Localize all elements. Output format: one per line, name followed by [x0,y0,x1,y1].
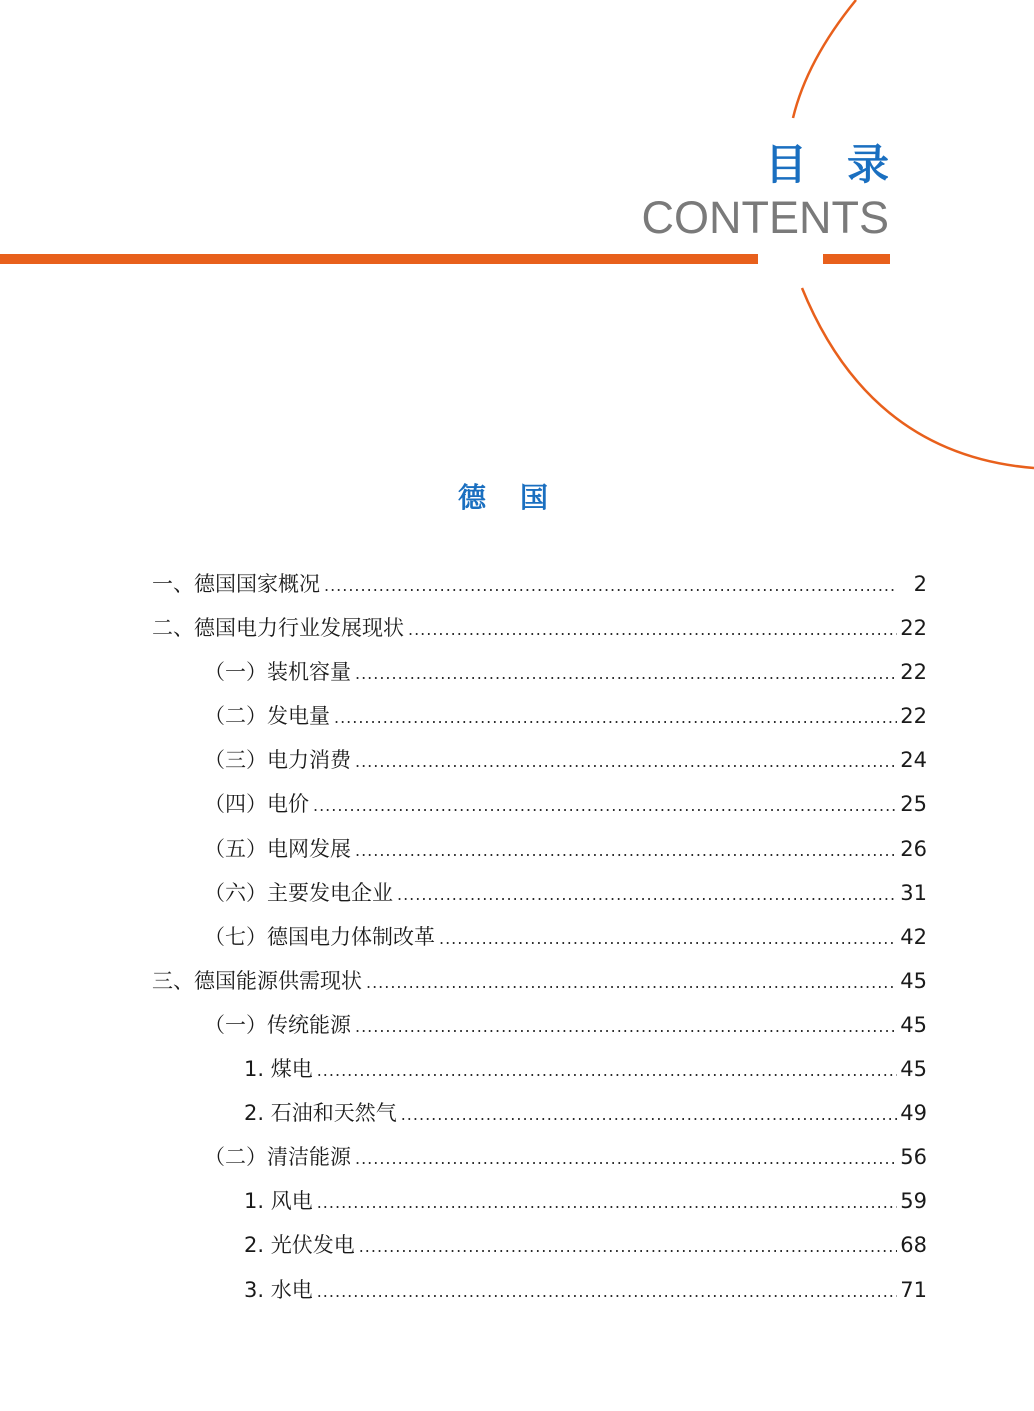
header-rule-left [0,254,758,264]
toc-entry-label: （一）传统能源 [204,1012,351,1037]
toc-dot-leader [359,1225,897,1269]
toc-entry-label: （一）装机容量 [204,660,351,685]
toc-dot-leader [317,1270,897,1314]
toc-dot-leader [317,1181,897,1225]
toc-page-number: 45 [900,968,927,993]
toc-page-number: 68 [900,1233,927,1258]
toc-dot-leader [439,917,897,961]
toc-entry[interactable] [152,871,927,915]
toc-dot-leader [401,1093,897,1137]
toc-page-number: 45 [900,1057,927,1082]
toc-dot-leader [355,652,897,696]
toc-page-number: 22 [900,704,927,729]
toc-entry-label: 二、德国电力行业发展现状 [152,616,404,641]
toc-dot-leader [355,829,897,873]
toc-page-number: 22 [900,616,927,641]
toc-page-number: 59 [900,1189,927,1214]
table-of-contents [152,562,927,1312]
toc-entry[interactable] [152,650,927,694]
toc-dot-leader [324,564,897,608]
toc-entry-label: （三）电力消费 [204,748,351,773]
toc-page-number: 22 [900,660,927,685]
toc-page-number: 49 [900,1101,927,1126]
toc-entry-label: 1. 风电 [244,1189,313,1214]
toc-page-number: 31 [900,880,927,905]
toc-entry[interactable] [152,738,927,782]
toc-entry-label: 2. 光伏发电 [244,1233,355,1258]
toc-dot-leader [408,608,897,652]
toc-entry[interactable] [152,827,927,871]
toc-entry-label: 3. 水电 [244,1277,313,1302]
toc-entry[interactable] [152,1223,927,1267]
contents-title-chinese: 目录 [764,140,929,189]
toc-entry[interactable] [152,1179,927,1223]
toc-entry[interactable] [152,782,927,826]
toc-entry[interactable] [152,562,927,606]
toc-entry[interactable] [152,606,927,650]
toc-page-number: 24 [900,748,927,773]
toc-page-number: 56 [900,1145,927,1170]
toc-entry[interactable] [152,1135,927,1179]
toc-dot-leader [317,1049,897,1093]
decorative-arc-bottom [802,288,1034,468]
toc-entry[interactable] [152,959,927,1003]
toc-entry-label: （七）德国电力体制改革 [204,924,435,949]
toc-entry[interactable] [152,694,927,738]
toc-dot-leader [355,1137,897,1181]
toc-entry[interactable] [152,1268,927,1312]
section-title: 德国 [457,481,582,514]
toc-dot-leader [355,740,897,784]
toc-entry-label: 三、德国能源供需现状 [152,968,362,993]
toc-entry-label: （五）电网发展 [204,836,351,861]
toc-dot-leader [397,873,897,917]
toc-entry-label: 一、德国国家概况 [152,572,320,596]
toc-entry-label: （四）电价 [204,792,309,817]
toc-entry-label: （二）清洁能源 [204,1145,351,1170]
toc-dot-leader [355,1005,897,1049]
toc-page-number: 45 [900,1012,927,1037]
toc-page-number: 26 [900,836,927,861]
toc-dot-leader [334,696,897,740]
toc-entry-label: （二）发电量 [204,704,330,729]
toc-entry[interactable] [152,915,927,959]
toc-page-number: 25 [900,792,927,817]
decorative-arc-top [793,0,856,118]
toc-entry-label: （六）主要发电企业 [204,880,393,905]
header-rule-right [823,254,890,264]
contents-title-english: CONTENTS [641,192,889,243]
toc-page-number: 42 [900,924,927,949]
toc-page-number: 71 [900,1277,927,1302]
toc-entry[interactable] [152,1003,927,1047]
toc-dot-leader [313,784,897,828]
toc-page-number: 2 [913,572,927,596]
toc-entry[interactable] [152,1047,927,1091]
toc-entry[interactable] [152,1091,927,1135]
toc-dot-leader [366,961,897,1005]
toc-entry-label: 2. 石油和天然气 [244,1101,397,1126]
toc-entry-label: 1. 煤电 [244,1057,313,1082]
